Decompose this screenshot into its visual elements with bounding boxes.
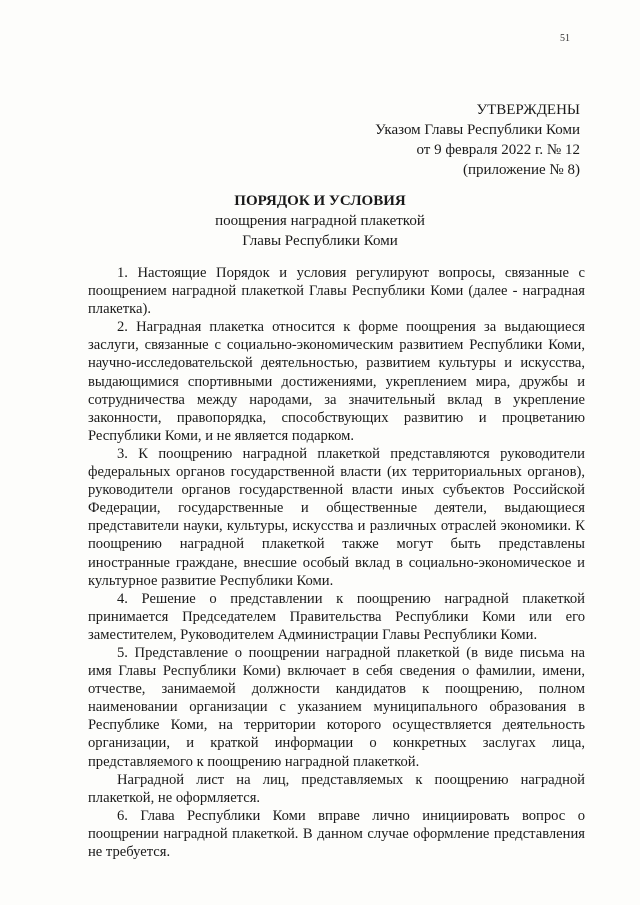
document-subtitle: поощрения наградной плакеткой xyxy=(215,213,425,229)
paragraph: 5. Представление о поощрении наградной плакеткой (в виде письма на имя Главы Республики Коми) включает в себя сведения о фамилии, имени, отчестве, занимаемой должности кандидатов к поощрению, полном наименовании организации с указанием муниципального образования в Республике Коми, на территории которого осуществляется деятельность организации, и краткой информации о конкретных заслугах лица, представляемого к поощрению наградной плакеткой. xyxy=(88,644,585,770)
document-subtitle: Главы Республики Коми xyxy=(242,233,398,249)
document-title: ПОРЯДОК И УСЛОВИЯ xyxy=(234,193,406,209)
approval-date: от 9 февраля 2022 г. № 12 xyxy=(416,142,580,158)
document-body xyxy=(88,264,585,861)
page-number: 51 xyxy=(560,33,570,44)
approval-stamp xyxy=(375,100,580,180)
paragraph: 6. Глава Республики Коми вправе лично инициировать вопрос о поощрении наградной плакеткой. В данном случае оформление представления не требуется. xyxy=(88,807,585,860)
document-title-block xyxy=(0,191,640,251)
paragraph: 3. К поощрению наградной плакеткой представляются руководители федеральных органов государственной власти (их территориальных органов), руководители органов государственной власти иных субъектов Российской Федерации, государственные и общественные деятели, выдающиеся представители науки, культуры, искусства и различных отраслей экономики. К поощрению наградной плакеткой также могут быть представлены иностранные граждане, внесшие особый вклад в социально-экономическое и культурное развитие Республики Коми. xyxy=(88,445,585,589)
paragraph: 4. Решение о представлении к поощрению наградной плакеткой принимается Председателем Правительства Республики Коми или его заместителем, Руководителем Администрации Главы Республики Коми. xyxy=(88,590,585,643)
paragraph: Наградной лист на лиц, представляемых к поощрению наградной плакеткой, не оформляется. xyxy=(88,771,585,806)
approval-appendix: (приложение № 8) xyxy=(462,162,580,178)
paragraph: 2. Наградная плакетка относится к форме поощрения за выдающиеся заслуги, связанные с социально-экономическим развитием Республики Коми, научно-исследовательской деятельностью, развитием культуры и искусства, выдающимися спортивными достижениями, укреплением мира, дружбы и сотрудничества между народами, за значительный вклад в укрепление законности, правопорядка, способствующих развитию и процветанию Республики Коми, и не является подарком. xyxy=(88,319,585,444)
paragraph: 1. Настоящие Порядок и условия регулируют вопросы, связанные с поощрением наградной плакеткой Главы Республики Коми (далее - наградная плакетка). xyxy=(88,265,585,318)
approval-status: УТВЕРЖДЕНЫ xyxy=(476,102,580,118)
approval-decree: Указом Главы Республики Коми xyxy=(375,122,580,138)
